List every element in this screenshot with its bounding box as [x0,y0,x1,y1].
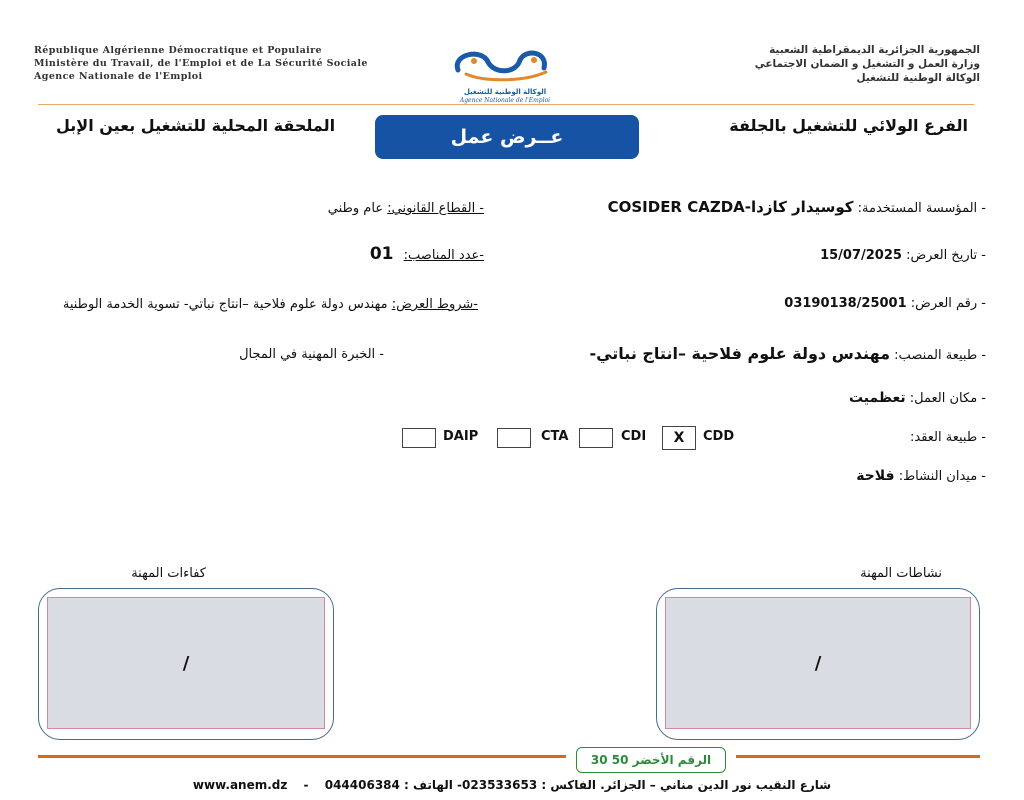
offer-number-label: - رقم العرض: [910,296,986,311]
footer-website[interactable]: www.anem.dz [192,778,288,792]
positions-count-value: 01 [369,244,394,264]
fr-header-line-1: République Algérienne Démocratique et Populaire [34,45,322,56]
header-divider [38,104,974,105]
ar-header-line-3: الوكالة الوطنية للتشغيل [856,72,980,84]
fr-header-line-3: Agence Nationale de l'Emploi [34,71,203,82]
employer-field [608,198,986,216]
fr-header-line-2: Ministère du Travail, de l'Emploi et de La Sécurité Sociale [34,58,368,69]
work-place-value: تعظميت [848,390,906,406]
activities-box [656,588,980,740]
contract-option-label-cdd: CDD [703,429,735,444]
positions-count-label: -عدد المناصب: [403,248,484,263]
offer-title-text: عــرض عمل [450,126,564,148]
work-place-field [849,390,986,406]
footer-rule-right [736,755,980,758]
employer-label: - المؤسسة المستخدمة: [857,201,986,216]
local-annex: الملحقة المحلية للتشغيل بعين الإبل [56,116,336,135]
contract-type-field [910,430,986,445]
footer [0,778,1024,792]
offer-conditions-value: مهندس دولة علوم فلاحية –انتاج نباتي- تسوية الخدمة الوطنية [62,297,388,312]
contract-type-label: - طبيعة العقد: [909,430,986,445]
activities-content: / [665,597,971,729]
offer-conditions-label: -شروط العرض: [391,297,478,312]
contract-checkbox-cdd[interactable]: X [662,426,696,450]
footer-rule-left [38,755,566,758]
green-number-badge [576,747,726,773]
offer-number-field [784,296,986,311]
contract-option-label-daip: DAIP [443,429,479,444]
competences-box [38,588,334,740]
ar-header-line-2: وزارة العمل و التشغيل و الضمان الاجتماعي [754,58,980,70]
contract-option-label-cdi: CDI [621,429,647,444]
arabic-header [755,43,980,85]
logo-caption-ar: الوكالة الوطنية للتشغيل [463,88,547,96]
green-number-text: الرقم الأخضر 50 30 [590,753,712,767]
offer-date-field [820,248,986,263]
experience-field [239,347,384,362]
employer-value: كوسيدار كازدا-COSIDER CAZDA [607,198,854,216]
anem-logo-icon [444,44,566,84]
logo-caption-fr: Agence Nationale de l'Emploi [459,97,551,104]
contract-checkbox-cdi[interactable] [579,428,613,448]
work-place-label: - مكان العمل: [909,391,986,406]
offer-title [375,115,639,159]
anem-logo [444,44,566,102]
competences-title: كفاءات المهنة [131,566,206,581]
offer-date-label: - تاريخ العرض: [906,248,986,263]
position-nature-field [589,344,986,363]
contract-checkbox-daip[interactable] [402,428,436,448]
ar-header-line-1: الجمهورية الجزائرية الديمقراطية الشعبية [769,44,980,56]
offer-number-value: 03190138/25001 [784,296,907,311]
legal-sector-label: - القطاع القانوني: [387,201,484,216]
activity-field [856,468,986,484]
activities-title: نشاطات المهنة [860,566,942,581]
footer-separator: - [303,778,309,792]
offer-conditions-field [63,297,478,312]
contract-option-label-cta: CTA [541,429,569,444]
contract-checkbox-cta[interactable] [497,428,531,448]
position-nature-value: مهندس دولة علوم فلاحية –انتاج نباتي- [589,344,891,363]
activity-field-label: - ميدان النشاط: [898,469,986,484]
footer-address: شارع النقيب نور الدين مناني – الجزائر. الفاكس : 023533653- الهاتف : 044406384 [324,778,832,792]
legal-sector-field [328,201,484,216]
position-nature-label: - طبيعة المنصب: [894,348,986,363]
wilaya-branch: الفرع الولائي للتشغيل بالجلفة [729,116,968,135]
french-header [34,44,368,83]
competences-content: / [47,597,325,729]
offer-date-value: 15/07/2025 [820,248,902,263]
activity-field-value: فلاحة [856,468,895,484]
positions-count-field [370,244,484,264]
experience-label: - الخبرة المهنية في المجال [239,347,384,362]
legal-sector-value: عام وطني [327,201,384,216]
